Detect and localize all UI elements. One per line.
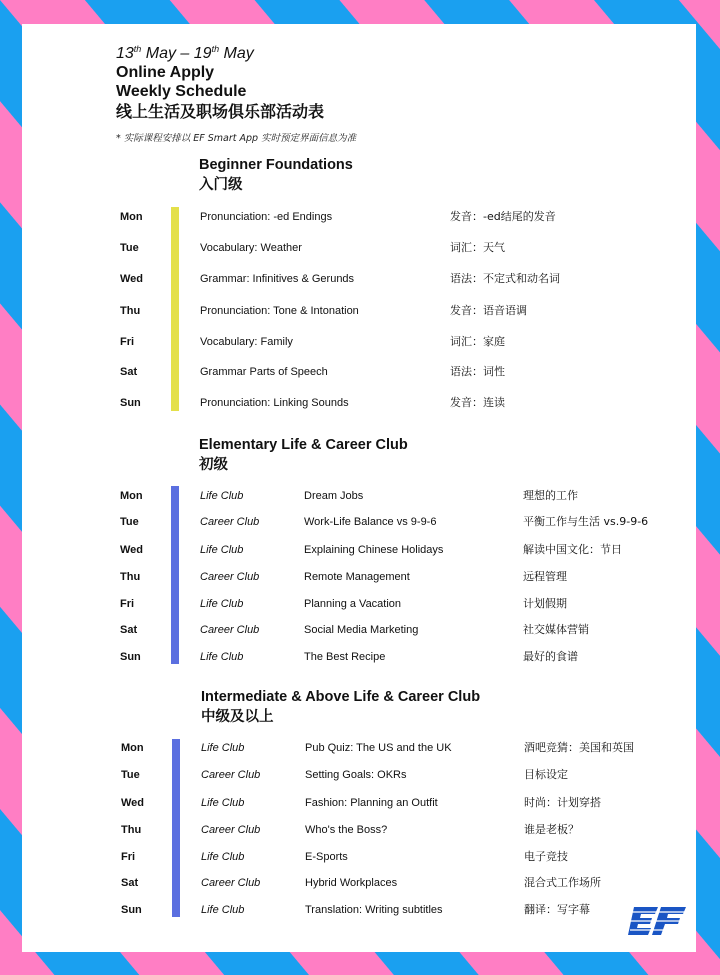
- date-start-suffix: th: [133, 44, 142, 54]
- row-day: Fri: [121, 851, 136, 863]
- row-day: Sun: [120, 397, 141, 409]
- row-topic: Grammar: Infinitives & Gerunds: [200, 273, 355, 285]
- schedule-sheet: [22, 24, 696, 952]
- section-title-cn: 初级: [199, 457, 228, 473]
- row-topic-cn: 酒吧竞猜：美国和英国: [524, 741, 634, 754]
- row-day: Thu: [120, 305, 141, 317]
- section-title: [201, 687, 480, 727]
- date-end-suffix: th: [211, 44, 220, 54]
- row-day: Tue: [120, 242, 139, 254]
- row-topic-cn: 词汇：家庭: [450, 335, 505, 348]
- row-club: Career Club: [200, 516, 260, 528]
- section-title-en: Beginner Foundations: [199, 157, 353, 173]
- row-day: Fri: [120, 336, 135, 348]
- row-topic: Who's the Boss?: [305, 824, 388, 836]
- row-topic-cn: 目标设定: [524, 768, 568, 781]
- row-day: Thu: [120, 571, 141, 583]
- row-club: Life Club: [200, 544, 244, 556]
- row-day: Sun: [121, 904, 142, 916]
- row-topic-cn: 语法：不定式和动名词: [450, 272, 560, 285]
- row-topic-cn: 社交媒体营销: [523, 623, 589, 636]
- row-day: Sat: [120, 624, 138, 636]
- row-club: Life Club: [200, 651, 244, 663]
- row-topic: Planning a Vacation: [304, 598, 402, 610]
- row-topic-cn: 计划假期: [523, 597, 567, 610]
- row-club: Career Club: [200, 624, 260, 636]
- row-club: Life Club: [201, 742, 245, 754]
- date-end: 19: [193, 45, 212, 62]
- row-topic: Remote Management: [304, 571, 410, 583]
- row-day: Sat: [121, 877, 139, 889]
- row-topic: Work-Life Balance vs 9-9-6: [304, 516, 437, 528]
- row-day: Fri: [120, 598, 135, 610]
- row-day: Tue: [120, 516, 139, 528]
- row-topic-cn: 最好的食谱: [523, 650, 578, 663]
- row-topic: Explaining Chinese Holidays: [304, 544, 444, 556]
- header: [116, 40, 324, 123]
- row-topic: Translation: Writing subtitles: [305, 904, 443, 916]
- row-club: Career Club: [201, 877, 261, 889]
- row-topic-cn: 平衡工作与生活 vs.9-9-6: [523, 515, 649, 528]
- section-color-bar: [171, 207, 179, 411]
- row-topic-cn: 发音：连读: [450, 396, 505, 409]
- row-club: Life Club: [201, 851, 245, 863]
- row-club: Career Club: [200, 571, 260, 583]
- row-topic: Vocabulary: Weather: [200, 242, 302, 254]
- title-weekly-schedule: Weekly Schedule: [116, 83, 247, 100]
- section-title-en: Intermediate & Above Life & Career Club: [201, 689, 481, 705]
- row-topic-cn: 词汇：天气: [450, 241, 505, 254]
- row-club: Career Club: [201, 769, 261, 781]
- row-club: Life Club: [200, 490, 244, 502]
- row-club: Life Club: [201, 904, 245, 916]
- row-day: Mon: [120, 490, 143, 502]
- row-topic: Pronunciation: Tone & Intonation: [200, 305, 359, 317]
- row-day: Thu: [121, 824, 142, 836]
- row-topic-cn: 翻译：写字幕: [524, 903, 590, 916]
- title-chinese: 线上生活及职场俱乐部活动表: [116, 102, 325, 121]
- row-topic-cn: 语法：词性: [450, 365, 505, 378]
- row-day: Wed: [121, 797, 145, 809]
- section-title: [199, 435, 408, 475]
- row-topic-cn: 发音：语音语调: [450, 304, 527, 317]
- row-club: Life Club: [201, 797, 245, 809]
- row-topic: Vocabulary: Family: [200, 336, 293, 348]
- row-topic-cn: 理想的工作: [523, 489, 578, 502]
- date-start: 13: [116, 45, 134, 62]
- row-topic-cn: 解读中国文化：节日: [523, 543, 622, 556]
- row-day: Tue: [121, 769, 140, 781]
- row-topic: Fashion: Planning an Outfit: [305, 797, 438, 809]
- row-topic: Setting Goals: OKRs: [305, 769, 407, 781]
- row-day: Sun: [120, 651, 141, 663]
- section-title-cn: 入门级: [199, 177, 243, 193]
- row-topic: Dream Jobs: [304, 490, 364, 502]
- row-topic-cn: 谁是老板？: [524, 823, 579, 836]
- row-topic: Social Media Marketing: [304, 624, 419, 636]
- date-range: [116, 40, 324, 63]
- section-title-en: Elementary Life & Career Club: [199, 437, 408, 453]
- row-club: Life Club: [200, 598, 244, 610]
- row-topic-cn: 发音：-ed结尾的发音: [450, 210, 556, 223]
- row-day: Wed: [120, 544, 144, 556]
- row-topic: Pronunciation: Linking Sounds: [200, 397, 349, 409]
- row-topic-cn: 混合式工作场所: [524, 876, 601, 889]
- section-color-bar: [171, 486, 179, 664]
- row-day: Sat: [120, 366, 138, 378]
- row-club: Career Club: [201, 824, 261, 836]
- row-topic-cn: 远程管理: [523, 570, 567, 583]
- row-topic: The Best Recipe: [304, 651, 386, 663]
- row-day: Mon: [121, 742, 144, 754]
- row-topic: Grammar Parts of Speech: [200, 366, 328, 378]
- row-day: Wed: [120, 273, 144, 285]
- section-title: [199, 155, 353, 195]
- ef-logo: [628, 903, 688, 941]
- date-end-month: May: [219, 45, 254, 62]
- row-topic: Pub Quiz: The US and the UK: [305, 742, 452, 754]
- row-topic: E-Sports: [305, 851, 348, 863]
- schedule-note: * 实际课程安排以 EF Smart App 实时预定界面信息为准: [116, 133, 357, 144]
- row-topic-cn: 时尚：计划穿搭: [524, 796, 601, 809]
- date-start-month: May –: [141, 45, 194, 62]
- row-day: Mon: [120, 211, 143, 223]
- section-title-cn: 中级及以上: [201, 709, 274, 725]
- row-topic: Pronunciation: -ed Endings: [200, 211, 333, 223]
- section-color-bar: [172, 739, 180, 917]
- row-topic: Hybrid Workplaces: [305, 877, 398, 889]
- row-topic-cn: 电子竞技: [524, 850, 568, 863]
- title-online-apply: Online Apply: [116, 64, 215, 81]
